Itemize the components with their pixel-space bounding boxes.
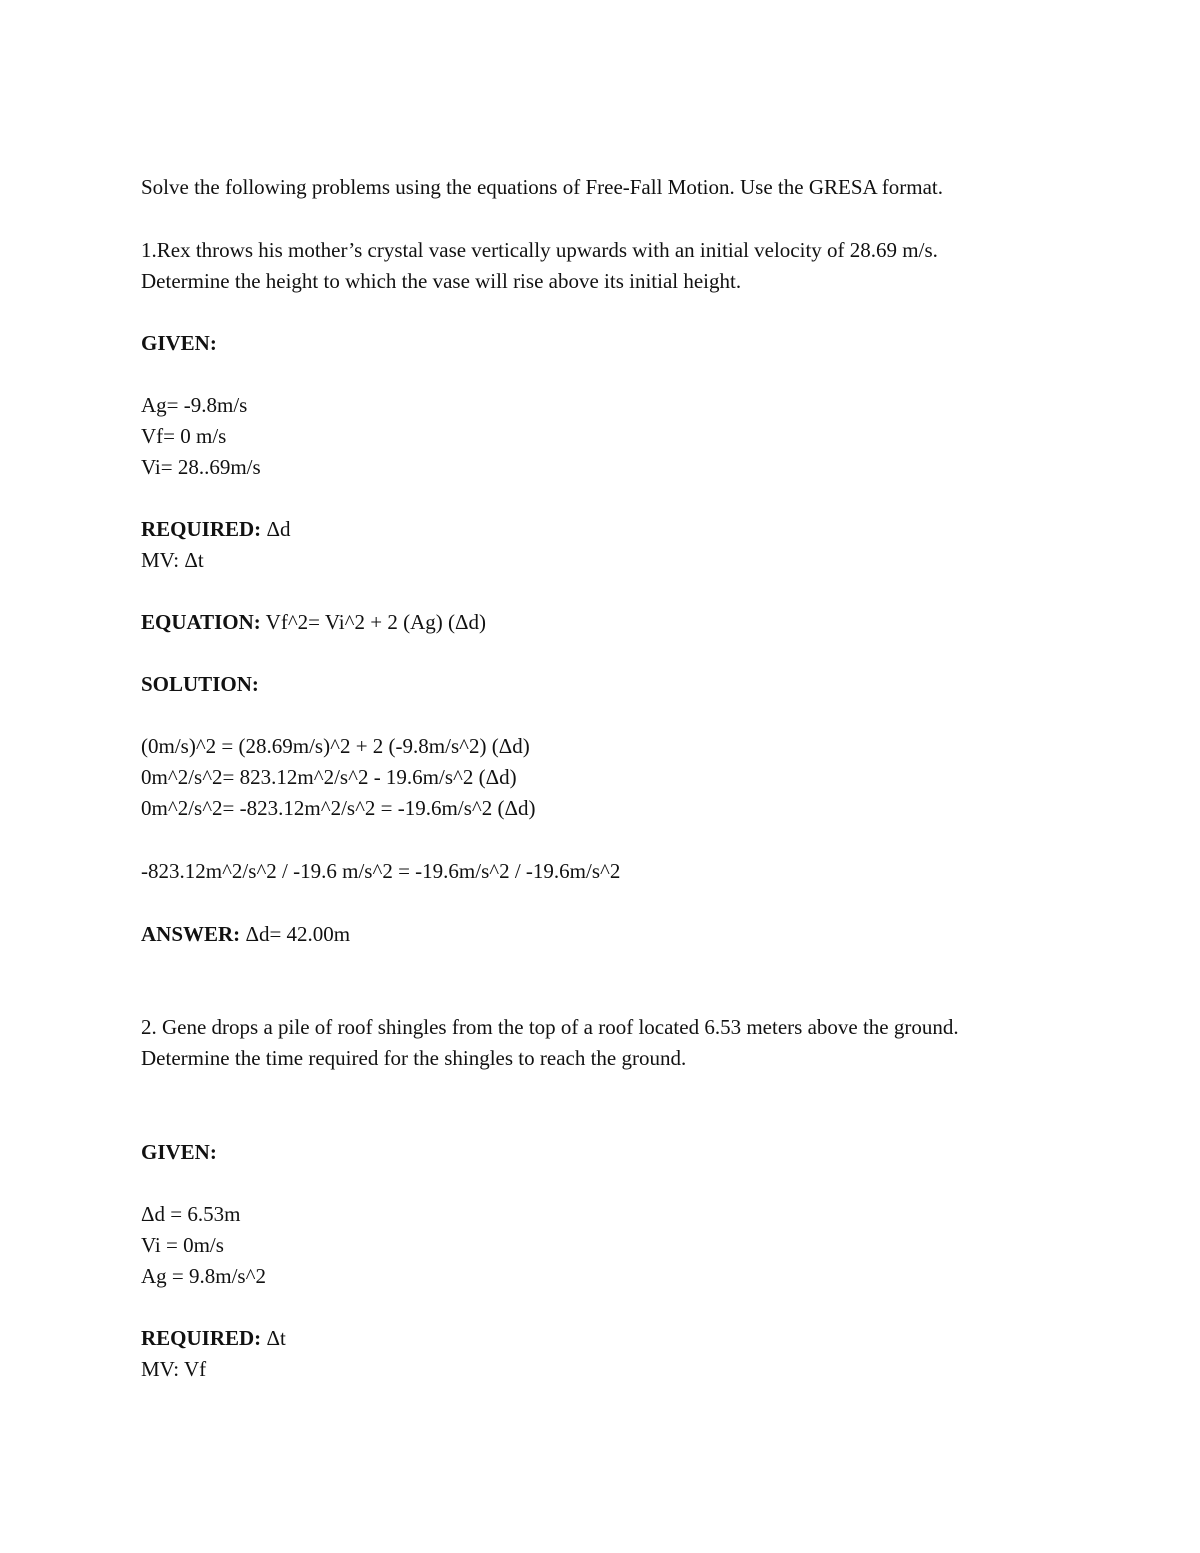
problem1-division: -823.12m^2/s^2 / -19.6 m/s^2 = -19.6m/s^2 / -19.6m/s^2: [141, 859, 621, 883]
problem2-given-heading: GIVEN:: [141, 1140, 217, 1164]
problem1-solution-heading: SOLUTION:: [141, 672, 259, 696]
problem1-solution-step2: 0m^2/s^2= 823.12m^2/s^2 - 19.6m/s^2 (Δd): [141, 765, 517, 789]
problem2-statement-line1: 2. Gene drops a pile of roof shingles from the top of a roof located 6.53 meters above the ground.: [141, 1015, 959, 1039]
instructions: Solve the following problems using the equations of Free-Fall Motion. Use the GRESA format.: [141, 175, 943, 199]
problem1-required: [141, 517, 290, 541]
problem1-statement-line1: 1.Rex throws his mother’s crystal vase vertically upwards with an initial velocity of 28.69 m/s.: [141, 238, 938, 262]
problem1-given-vi: Vi= 28..69m/s: [141, 455, 261, 479]
problem2-given-d: Δd = 6.53m: [141, 1202, 241, 1226]
problem1-given-vf: Vf= 0 m/s: [141, 424, 227, 448]
problem1-answer: [141, 922, 350, 946]
problem1-mv: MV: Δt: [141, 548, 204, 572]
problem1-required-value: Δd: [261, 517, 291, 541]
problem2-required-value: Δt: [261, 1326, 286, 1350]
problem1-required-label: REQUIRED:: [141, 517, 262, 541]
problem2-mv: MV: Vf: [141, 1357, 207, 1381]
problem1-solution-step1: (0m/s)^2 = (28.69m/s)^2 + 2 (-9.8m/s^2) (Δd): [141, 734, 530, 758]
problem1-given-heading: GIVEN:: [141, 331, 217, 355]
problem2-statement-line2: Determine the time required for the shingles to reach the ground.: [141, 1046, 687, 1070]
problem1-statement-line2: Determine the height to which the vase will rise above its initial height.: [141, 269, 742, 293]
problem2-required-label: REQUIRED:: [141, 1326, 262, 1350]
problem1-answer-value: Δd= 42.00m: [240, 922, 351, 946]
problem2-given-ag: Ag = 9.8m/s^2: [141, 1264, 266, 1288]
problem1-equation-label: EQUATION:: [141, 610, 261, 634]
problem2-given-vi: Vi = 0m/s: [141, 1233, 224, 1257]
problem1-given-ag: Ag= -9.8m/s: [141, 393, 248, 417]
problem1-equation: [141, 610, 486, 634]
problem2-required: [141, 1326, 286, 1350]
problem1-answer-label: ANSWER:: [141, 922, 241, 946]
problem1-equation-value: Vf^2= Vi^2 + 2 (Ag) (Δd): [260, 610, 486, 634]
problem1-solution-step3: 0m^2/s^2= -823.12m^2/s^2 = -19.6m/s^2 (Δd): [141, 796, 536, 820]
